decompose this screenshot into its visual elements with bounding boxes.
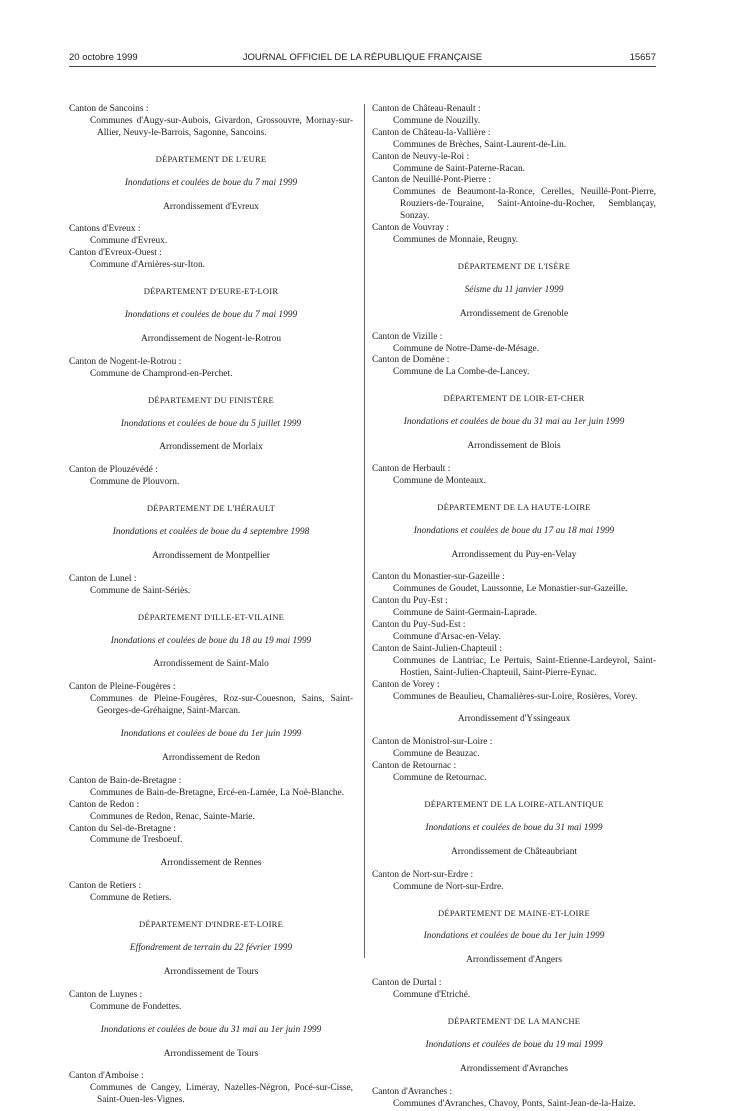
canton-name: Canton de Retiers : xyxy=(69,881,142,892)
header-date: 20 octobre 1999 xyxy=(69,52,138,63)
commune-list: Commune de Tresboeuf. xyxy=(90,835,183,846)
canton-name: Canton du Puy-Est : xyxy=(372,596,448,607)
arrondissement-heading: Arrondissement d'Evreux xyxy=(163,201,259,212)
canton-name: Canton de Saint-Julien-Chapteuil : xyxy=(372,643,502,654)
commune-list: Commune de Champrond-en-Perchet. xyxy=(90,368,233,379)
arrondissement-heading: Arrondissement de Rennes xyxy=(160,858,262,869)
event-heading: Inondations et coulées de boue du 17 au 18 mai 1999 xyxy=(413,525,615,536)
department-heading: DÉPARTEMENT D'EURE-ET-LOIR xyxy=(143,286,279,297)
commune-list: Communes de Pleine-Fougères, Roz-sur-Couesnon, Sains, Saint-Georges-de-Gréhaigne, Saint-Marcan. xyxy=(90,694,353,717)
event-heading: Inondations et coulées de boue du 1er juin 1999 xyxy=(120,729,302,740)
department-heading: DÉPARTEMENT DE LOIR-ET-CHER xyxy=(443,393,585,404)
canton-name: Canton de Nogent-le-Rotrou : xyxy=(69,356,182,367)
commune-list: Commune d'Etriché. xyxy=(393,990,471,1001)
commune-list: Commune de Fondettes. xyxy=(90,1001,182,1012)
arrondissement-heading: Arrondissement de Blois xyxy=(467,441,561,452)
commune-list: Commune de Saint-Sériès. xyxy=(90,585,191,596)
canton-name: Canton du Sel-de-Bretagne : xyxy=(69,823,177,834)
canton-name: Canton de Neuvy-le-Roi : xyxy=(372,151,470,162)
arrondissement-heading: Arrondissement de Montpellier xyxy=(152,550,270,561)
arrondissement-heading: Arrondissement de Redon xyxy=(162,753,260,763)
canton-name: Canton de Nort-sur-Erdre : xyxy=(372,869,474,880)
canton-name: Canton d'Amboise : xyxy=(69,1071,144,1082)
header-rule xyxy=(69,66,656,67)
commune-list: Commune de Saint-Paterne-Racan. xyxy=(393,163,525,174)
event-heading: Inondations et coulées de boue du 31 mai au 1er juin 1999 xyxy=(403,417,625,428)
canton-name: Canton de Vizille : xyxy=(372,331,443,342)
canton-name: Canton de Vorey : xyxy=(372,679,440,690)
department-heading: DÉPARTEMENT DE MAINE-ET-LOIRE xyxy=(437,907,590,918)
event-heading: Inondations et coulées de boue du 1er juin 1999 xyxy=(423,931,605,942)
canton-name: Canton de Vouvray : xyxy=(372,223,449,234)
canton-name: Canton de Sancoins : xyxy=(69,104,149,114)
event-heading: Inondations et coulées de boue du 4 septembre 1998 xyxy=(112,527,310,538)
commune-list: Communes de Goudet, Laussonne, Le Monastier-sur-Gazeille. xyxy=(393,584,628,595)
commune-list: Communes d'Avranches, Chavoy, Ponts, Saint-Jean-de-la-Haize. xyxy=(393,1098,636,1109)
arrondissement-heading: Arrondissement d'Avranches xyxy=(460,1063,568,1074)
canton-name: Canton de Lunel : xyxy=(69,573,137,584)
commune-list: Commune de Nouzilly. xyxy=(393,115,481,126)
commune-list: Commune d'Evreux. xyxy=(90,236,168,247)
commune-list: Commune d'Arnières-sur-Iton. xyxy=(90,260,206,271)
canton-name: Cantons d'Evreux : xyxy=(69,224,141,235)
commune-list: Communes de Redon, Renac, Sainte-Marie. xyxy=(90,811,255,822)
arrondissement-heading: Arrondissement d'Yssingeaux xyxy=(457,714,571,725)
event-heading: Effondrement de terrain du 22 février 1999 xyxy=(129,942,293,953)
canton-name: Canton de Monistrol-sur-Loire : xyxy=(372,737,493,748)
arrondissement-heading: Arrondissement de Nogent-le-Rotrou xyxy=(140,333,282,344)
commune-list: Commune de Notre-Dame-de-Mésage. xyxy=(393,343,540,354)
canton-name: Canton de Redon : xyxy=(69,799,140,810)
commune-list: Commune de Retiers. xyxy=(90,893,172,904)
department-heading: DÉPARTEMENT DE L'EURE xyxy=(155,153,267,164)
canton-name: Canton de Plouzévédé : xyxy=(69,465,158,476)
canton-name: Canton d'Evreux-Ouest : xyxy=(69,248,162,259)
canton-name: Canton du Monastier-sur-Gazeille : xyxy=(372,572,505,583)
department-heading: DÉPARTEMENT DE LA MANCHE xyxy=(447,1016,581,1027)
arrondissement-heading: Arrondissement de Tours xyxy=(163,966,259,977)
canton-name: Canton du Puy-Sud-Est : xyxy=(372,620,466,631)
department-heading: DÉPARTEMENT DE L'ISÈRE xyxy=(457,260,571,271)
event-heading: Inondations et coulées de boue du 7 mai 1999 xyxy=(124,309,298,320)
commune-list: Communes de Beaumont-la-Ronce, Cerelles, Neuillé-Pont-Pierre, Rouziers-de-Touraine, Saint-Antoine-du-Rocher, Semblançay, Sonzay. xyxy=(393,187,656,222)
arrondissement-heading: Arrondissement d'Angers xyxy=(466,955,562,966)
commune-list: Communes de Monnaie, Reugny. xyxy=(393,234,519,245)
canton-name: Canton de Bain-de-Bretagne : xyxy=(69,775,182,786)
commune-list: Communes d'Augy-sur-Aubois, Givardon, Grossouvre, Mornay-sur-Allier, Neuvy-le-Barrois, Sagonne, Sancoins. xyxy=(90,115,353,138)
arrondissement-heading: Arrondissement de Saint-Malo xyxy=(153,659,269,670)
department-heading: DÉPARTEMENT DU FINISTÈRE xyxy=(147,394,275,405)
commune-list: Commune de Retournac. xyxy=(393,773,487,784)
department-heading: DÉPARTEMENT DE L'HÉRAULT xyxy=(146,503,276,514)
arrondissement-heading: Arrondissement de Châteaubriant xyxy=(450,846,577,857)
event-heading: Inondations et coulées de boue du 31 mai au 1er juin 1999 xyxy=(100,1024,322,1035)
event-heading: Inondations et coulées de boue du 19 mai 1999 xyxy=(425,1039,603,1050)
canton-name: Canton de Château-Renault : xyxy=(372,104,481,114)
arrondissement-heading: Arrondissement de Morlaix xyxy=(159,442,263,453)
commune-list: Commune d'Arsac-en-Velay. xyxy=(393,632,501,642)
page-header xyxy=(69,52,656,66)
arrondissement-heading: Arrondissement du Puy-en-Velay xyxy=(451,549,577,560)
department-heading: DÉPARTEMENT D'INDRE-ET-LOIRE xyxy=(138,919,284,930)
column-divider xyxy=(364,104,365,958)
canton-name: Canton de Domène : xyxy=(372,355,450,366)
commune-list: Commune de Plouvorn. xyxy=(90,477,180,488)
department-heading: DÉPARTEMENT DE LA LOIRE-ATLANTIQUE xyxy=(424,798,604,809)
canton-name: Canton de Luynes : xyxy=(69,989,143,1000)
event-heading: Inondations et coulées de boue du 7 mai 1999 xyxy=(124,177,298,188)
canton-name: Canton de Retournac : xyxy=(372,761,457,772)
canton-name: Canton de Pleine-Fougères : xyxy=(69,682,176,693)
left-column xyxy=(69,104,353,1107)
event-heading: Inondations et coulées de boue du 5 juillet 1999 xyxy=(120,418,302,429)
department-heading: DÉPARTEMENT DE LA HAUTE-LOIRE xyxy=(437,501,591,512)
header-title: JOURNAL OFFICIEL DE LA RÉPUBLIQUE FRANÇAISE xyxy=(242,52,483,63)
commune-list: Communes de Brèches, Saint-Laurent-de-Lin. xyxy=(393,139,567,150)
commune-list: Commune de Nort-sur-Erdre. xyxy=(393,881,504,892)
canton-name: Canton de Neuillé-Pont-Pierre : xyxy=(372,175,491,186)
canton-name: Canton de Herbault : xyxy=(372,463,451,474)
event-heading: Inondations et coulées de boue du 31 mai 1999 xyxy=(425,822,603,833)
commune-list: Communes de Bain-de-Bretagne, Ercé-en-Lamée, La Noë-Blanche. xyxy=(90,787,345,798)
right-column xyxy=(372,104,656,1111)
commune-list: Communes de Cangey, Limeray, Nazelles-Négron, Pocé-sur-Cisse, Saint-Ouen-les-Vignes. xyxy=(90,1083,353,1106)
canton-name: Canton de Durtal : xyxy=(372,978,442,989)
commune-list: Commune de Monteaux. xyxy=(393,475,486,486)
arrondissement-heading: Arrondissement de Grenoble xyxy=(459,308,569,319)
event-heading: Séisme du 11 janvier 1999 xyxy=(464,284,564,295)
commune-list: Commune de La Combe-de-Lancey. xyxy=(393,367,530,378)
arrondissement-heading: Arrondissement de Tours xyxy=(163,1048,259,1059)
header-page-number: 15657 xyxy=(629,52,656,63)
event-heading: Inondations et coulées de boue du 18 au 19 mai 1999 xyxy=(110,635,312,646)
canton-name: Canton de Château-la-Vallière : xyxy=(372,127,491,138)
department-heading: DÉPARTEMENT D'ILLE-ET-VILAINE xyxy=(137,611,285,622)
commune-list: Commune de Beauzac. xyxy=(393,749,480,760)
commune-list: Commune de Saint-Germain-Laprade. xyxy=(393,608,537,619)
commune-list: Communes de Lantriac, Le Pertuis, Saint-Etienne-Lardeyrol, Saint-Hostien, Saint-Julien-Chapteuil, Saint-Pierre-Eynac. xyxy=(393,655,656,678)
commune-list: Communes de Beaulieu, Chamalières-sur-Loire, Rosières, Vorey. xyxy=(393,691,638,702)
canton-name: Canton d'Avranches : xyxy=(372,1086,453,1097)
